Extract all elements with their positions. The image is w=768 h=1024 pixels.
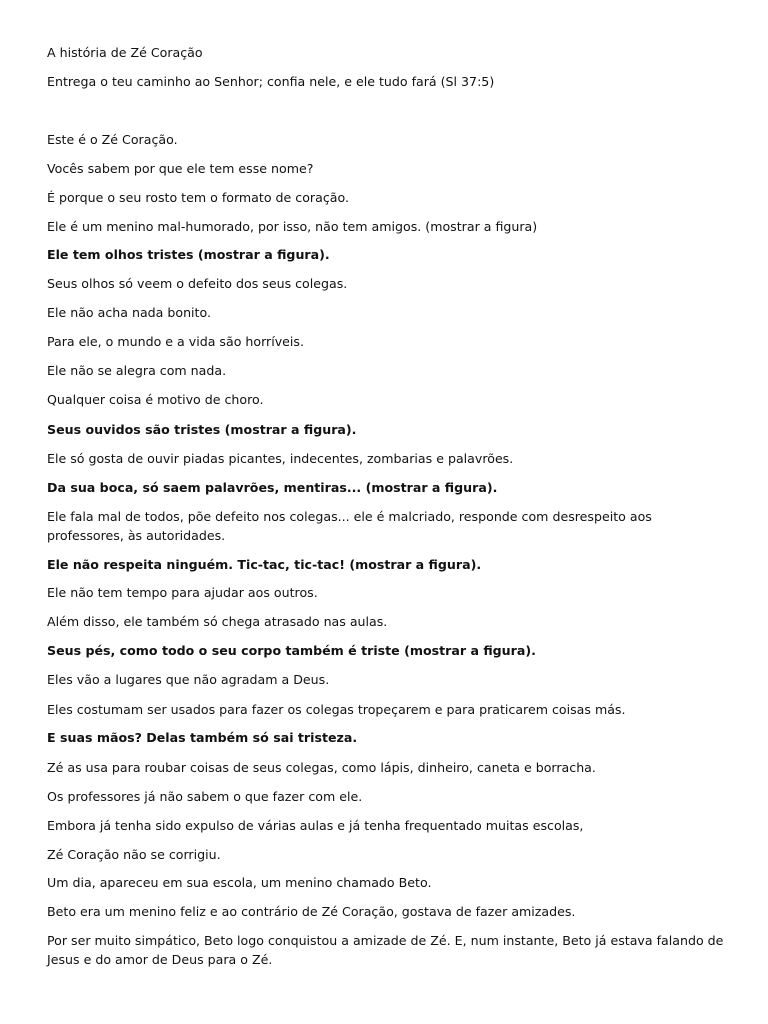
paragraph: Ele não acha nada bonito. [47, 305, 211, 320]
paragraph: Um dia, apareceu em sua escola, um menino chamado Beto. [47, 875, 432, 890]
paragraph: Ele só gosta de ouvir piadas picantes, indecentes, zombarias e palavrões. [47, 451, 514, 466]
paragraph: Qualquer coisa é motivo de choro. [47, 392, 264, 407]
paragraph: Eles costumam ser usados para fazer os colegas tropeçarem e para praticarem coisas más. [47, 702, 626, 717]
paragraph: Seus olhos só veem o defeito dos seus colegas. [47, 276, 348, 291]
paragraph-bold: Seus ouvidos são tristes (mostrar a figura). [47, 422, 357, 437]
paragraph: Além disso, ele também só chega atrasado nas aulas. [47, 614, 388, 629]
paragraph: Ele não se alegra com nada. [47, 363, 227, 378]
paragraph: Ele é um menino mal-humorado, por isso, não tem amigos. (mostrar a figura) [47, 219, 538, 234]
paragraph: Zé as usa para roubar coisas de seus colegas, como lápis, dinheiro, caneta e borracha. [47, 760, 596, 775]
document-title: A história de Zé Coração [47, 45, 203, 60]
paragraph-bold: Seus pés, como todo o seu corpo também é triste (mostrar a figura). [47, 643, 536, 658]
paragraph-bold: Ele tem olhos tristes (mostrar a figura). [47, 247, 330, 262]
paragraph: Vocês sabem por que ele tem esse nome? [47, 161, 314, 176]
paragraph: Embora já tenha sido expulso de várias aulas e já tenha frequentado muitas escolas, [47, 818, 584, 833]
paragraph: Beto era um menino feliz e ao contrário de Zé Coração, gostava de fazer amizades. [47, 904, 576, 919]
paragraph: Eles vão a lugares que não agradam a Deus. [47, 672, 330, 687]
paragraph-bold: E suas mãos? Delas também só sai tristeza. [47, 730, 358, 745]
paragraph-bold: Ele não respeita ninguém. Tic-tac, tic-tac! (mostrar a figura). [47, 557, 482, 572]
paragraph: Ele fala mal de todos, põe defeito nos colegas... ele é malcriado, responde com desrespeito aos professores, às autoridades. [47, 509, 652, 543]
paragraph: Ele não tem tempo para ajudar aos outros. [47, 585, 318, 600]
bible-verse: Entrega o teu caminho ao Senhor; confia nele, e ele tudo fará (Sl 37:5) [47, 74, 495, 89]
paragraph: Zé Coração não se corrigiu. [47, 847, 221, 862]
paragraph: Este é o Zé Coração. [47, 132, 178, 147]
paragraph: Por ser muito simpático, Beto logo conquistou a amizade de Zé. E, num instante, Beto já estava falando de Jesus e do amor de Deus para o Zé. [47, 933, 724, 967]
paragraph: Para ele, o mundo e a vida são horríveis. [47, 334, 304, 349]
paragraph-bold: Da sua boca, só saem palavrões, mentiras... (mostrar a figura). [47, 480, 498, 495]
paragraph: Os professores já não sabem o que fazer com ele. [47, 789, 363, 804]
paragraph: É porque o seu rosto tem o formato de coração. [47, 190, 349, 205]
